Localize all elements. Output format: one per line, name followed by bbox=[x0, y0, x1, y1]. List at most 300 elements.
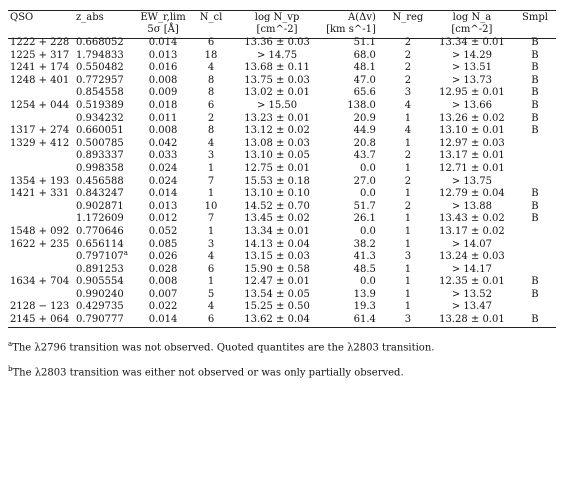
qso-cell bbox=[8, 138, 74, 151]
ew-cell-value: 0.016 bbox=[148, 62, 178, 74]
ew-cell bbox=[134, 138, 192, 151]
nvp-cell-value: 13.10 ± 0.10 bbox=[244, 188, 310, 200]
table-row bbox=[8, 301, 556, 314]
smpl-cell-value: B bbox=[531, 74, 539, 86]
header-row bbox=[8, 11, 556, 37]
ncl-cell bbox=[192, 125, 230, 138]
na-cell-value: > 13.51 bbox=[451, 62, 492, 74]
nvp-cell bbox=[230, 213, 324, 226]
ew-cell-value: 0.042 bbox=[148, 137, 178, 149]
nreg-cell-value: 2 bbox=[404, 150, 412, 162]
na-cell-value: > 14.17 bbox=[451, 263, 492, 275]
header-rule bbox=[8, 38, 556, 39]
smpl-cell bbox=[514, 226, 556, 239]
qso-cell bbox=[8, 314, 74, 327]
table-row bbox=[8, 226, 556, 239]
nvp-cell-value: 13.02 ± 0.01 bbox=[244, 87, 310, 99]
ew-cell bbox=[134, 188, 192, 201]
ncl-cell bbox=[192, 276, 230, 289]
qso-cell bbox=[8, 276, 74, 289]
nvp-cell-value: 13.68 ± 0.11 bbox=[244, 62, 310, 74]
col-nreg bbox=[386, 11, 430, 37]
nvp-cell bbox=[230, 50, 324, 63]
ncl-cell-value: 2 bbox=[207, 112, 215, 124]
ew-cell bbox=[134, 87, 192, 100]
na-cell bbox=[430, 314, 514, 327]
note-a-mark: a bbox=[8, 339, 13, 348]
col-ew-unit: 5σ [Å] bbox=[147, 24, 179, 35]
col-na bbox=[430, 11, 514, 37]
smpl-cell-value: B bbox=[531, 200, 539, 212]
ew-cell bbox=[134, 100, 192, 113]
qso-cell-value: 1225 + 317 bbox=[10, 49, 70, 61]
adv-cell-value: 48.1 bbox=[353, 62, 376, 74]
adv-cell bbox=[324, 276, 386, 289]
smpl-cell-value: B bbox=[531, 112, 539, 124]
ncl-cell bbox=[192, 289, 230, 302]
qso-cell bbox=[8, 100, 74, 113]
zabs-cell-value: 0.990240 bbox=[76, 288, 124, 300]
zabs-cell-value: 0.500785 bbox=[76, 137, 124, 149]
adv-cell-value: 38.2 bbox=[353, 238, 376, 250]
na-cell bbox=[430, 301, 514, 314]
smpl-cell-value: B bbox=[531, 62, 539, 74]
nreg-cell-value: 2 bbox=[404, 49, 412, 61]
na-cell bbox=[430, 276, 514, 289]
smpl-cell-value: B bbox=[531, 276, 539, 288]
smpl-cell bbox=[514, 276, 556, 289]
ncl-cell-value: 4 bbox=[207, 251, 215, 263]
ncl-cell bbox=[192, 163, 230, 176]
zabs-cell bbox=[74, 276, 134, 289]
ew-cell-value: 0.022 bbox=[148, 301, 178, 313]
zabs-cell-value: 0.519389 bbox=[76, 99, 124, 111]
na-cell bbox=[430, 125, 514, 138]
nreg-cell bbox=[386, 150, 430, 163]
na-cell bbox=[430, 188, 514, 201]
table-notes bbox=[8, 338, 556, 380]
nreg-cell-value: 4 bbox=[404, 125, 412, 137]
table-row bbox=[8, 251, 556, 264]
nreg-cell-value: 2 bbox=[404, 37, 412, 48]
nreg-cell bbox=[386, 87, 430, 100]
qso-cell bbox=[8, 188, 74, 201]
adv-cell bbox=[324, 163, 386, 176]
na-cell-value: > 13.47 bbox=[451, 301, 492, 313]
nreg-cell-value: 2 bbox=[404, 74, 412, 86]
ew-cell-value: 0.018 bbox=[148, 99, 178, 111]
adv-cell bbox=[324, 251, 386, 264]
ew-cell-value: 0.008 bbox=[148, 276, 178, 288]
zabs-cell bbox=[74, 50, 134, 63]
col-ncl-label: N_cl bbox=[199, 12, 223, 23]
adv-cell-value: 0.0 bbox=[359, 276, 376, 288]
qso-cell bbox=[8, 75, 74, 88]
nvp-cell bbox=[230, 62, 324, 75]
adv-cell-value: 51.7 bbox=[353, 200, 376, 212]
qso-cell-value: 1222 + 228 bbox=[10, 37, 70, 48]
zabs-cell-value: 0.854558 bbox=[76, 87, 124, 99]
qso-cell bbox=[8, 251, 74, 264]
ew-cell bbox=[134, 289, 192, 302]
na-cell-value: 13.10 ± 0.01 bbox=[439, 125, 505, 137]
ew-cell bbox=[134, 239, 192, 252]
nvp-cell bbox=[230, 163, 324, 176]
zabs-cell-value: 0.770646 bbox=[76, 225, 124, 237]
qso-cell-value: 1329 + 412 bbox=[10, 137, 70, 149]
zabs-cell-value: 0.660051 bbox=[76, 125, 124, 137]
na-cell bbox=[430, 163, 514, 176]
ncl-cell bbox=[192, 62, 230, 75]
col-nreg-label: N_reg bbox=[392, 12, 424, 23]
zabs-cell-value: 0.772957 bbox=[76, 74, 124, 86]
ncl-cell-value: 8 bbox=[207, 87, 215, 99]
nreg-cell bbox=[386, 113, 430, 126]
table-row bbox=[8, 201, 556, 214]
na-cell-value: > 14.07 bbox=[451, 238, 492, 250]
adv-cell bbox=[324, 264, 386, 277]
col-smpl-label: Smpl bbox=[521, 12, 548, 23]
qso-cell-value: 1241 + 174 bbox=[10, 62, 70, 74]
smpl-cell-value: B bbox=[531, 188, 539, 200]
zabs-cell-value: 0.656114 bbox=[76, 238, 124, 250]
smpl-cell bbox=[514, 239, 556, 252]
table-row bbox=[8, 100, 556, 113]
nvp-cell bbox=[230, 138, 324, 151]
adv-cell bbox=[324, 62, 386, 75]
zabs-cell bbox=[74, 314, 134, 327]
qso-cell bbox=[8, 125, 74, 138]
na-cell-value: 12.79 ± 0.04 bbox=[439, 188, 505, 200]
zabs-cell bbox=[74, 113, 134, 126]
qso-cell-value: 1317 + 274 bbox=[10, 125, 70, 137]
col-na-unit: [cm^-2] bbox=[451, 24, 493, 35]
ncl-cell-value: 7 bbox=[207, 213, 215, 225]
ew-cell bbox=[134, 176, 192, 189]
ncl-cell bbox=[192, 87, 230, 100]
nvp-cell-value: 13.12 ± 0.02 bbox=[244, 125, 310, 137]
zabs-cell-value: 0.902871 bbox=[76, 200, 124, 212]
nreg-cell bbox=[386, 213, 430, 226]
nreg-cell bbox=[386, 50, 430, 63]
table-row bbox=[8, 138, 556, 151]
qso-cell-value: 1254 + 044 bbox=[10, 99, 70, 111]
table-row bbox=[8, 289, 556, 302]
na-cell-value: 13.26 ± 0.02 bbox=[439, 112, 505, 124]
nreg-cell-value: 1 bbox=[404, 288, 412, 300]
nreg-cell-value: 1 bbox=[404, 112, 412, 124]
nreg-cell-value: 2 bbox=[404, 175, 412, 187]
note-a bbox=[8, 338, 556, 354]
adv-cell bbox=[324, 87, 386, 100]
nreg-cell-value: 1 bbox=[404, 263, 412, 275]
table-row bbox=[8, 264, 556, 277]
nreg-cell-value: 4 bbox=[404, 99, 412, 111]
col-ncl bbox=[192, 11, 230, 37]
ncl-cell bbox=[192, 213, 230, 226]
ew-cell-value: 0.052 bbox=[148, 225, 178, 237]
adv-cell bbox=[324, 100, 386, 113]
qso-cell bbox=[8, 239, 74, 252]
nvp-cell bbox=[230, 87, 324, 100]
nreg-cell bbox=[386, 276, 430, 289]
nvp-cell-value: 13.34 ± 0.01 bbox=[244, 225, 310, 237]
col-nvp-label: log N_vp bbox=[254, 12, 300, 23]
ncl-cell bbox=[192, 251, 230, 264]
zabs-cell bbox=[74, 138, 134, 151]
qso-cell bbox=[8, 113, 74, 126]
col-ew bbox=[134, 11, 192, 37]
ncl-cell-value: 4 bbox=[207, 301, 215, 313]
ncl-cell-value: 1 bbox=[207, 188, 215, 200]
ew-cell-value: 0.012 bbox=[148, 213, 178, 225]
smpl-cell bbox=[514, 163, 556, 176]
zabs-cell bbox=[74, 150, 134, 163]
adv-cell-value: 41.3 bbox=[353, 251, 376, 263]
nvp-cell-value: 14.52 ± 0.70 bbox=[244, 200, 310, 212]
nreg-cell bbox=[386, 188, 430, 201]
zabs-cell-value: 0.456588 bbox=[76, 175, 124, 187]
na-cell bbox=[430, 201, 514, 214]
ew-cell bbox=[134, 264, 192, 277]
zabs-cell bbox=[74, 75, 134, 88]
qso-cell-value: 1421 + 331 bbox=[10, 188, 70, 200]
ncl-cell-value: 4 bbox=[207, 137, 215, 149]
ew-cell-value: 0.014 bbox=[148, 188, 178, 200]
zabs-cell-value: 0.797107 bbox=[76, 251, 124, 263]
smpl-cell-value: B bbox=[531, 288, 539, 300]
na-cell-value: > 14.29 bbox=[451, 49, 492, 61]
qso-cell-value: 2145 + 064 bbox=[10, 314, 70, 326]
nreg-cell-value: 3 bbox=[404, 314, 412, 326]
qso-cell-value: 1354 + 193 bbox=[10, 175, 70, 187]
ncl-cell bbox=[192, 75, 230, 88]
ew-cell-value: 0.024 bbox=[148, 162, 178, 174]
qso-cell bbox=[8, 62, 74, 75]
na-cell-value: 12.97 ± 0.03 bbox=[439, 137, 505, 149]
na-cell-value: 13.24 ± 0.03 bbox=[439, 251, 505, 263]
na-cell-value: 13.43 ± 0.02 bbox=[439, 213, 505, 225]
na-cell bbox=[430, 75, 514, 88]
zabs-cell bbox=[74, 62, 134, 75]
smpl-cell-value: B bbox=[531, 99, 539, 111]
ncl-cell bbox=[192, 150, 230, 163]
col-zabs bbox=[74, 11, 134, 37]
ew-cell bbox=[134, 50, 192, 63]
zabs-cell bbox=[74, 226, 134, 239]
smpl-cell-value: B bbox=[531, 49, 539, 61]
ew-cell-value: 0.014 bbox=[148, 314, 178, 326]
table-row bbox=[8, 113, 556, 126]
smpl-cell-value: B bbox=[531, 37, 539, 48]
nvp-cell-value: 15.53 ± 0.18 bbox=[244, 175, 310, 187]
ew-cell bbox=[134, 163, 192, 176]
zabs-cell bbox=[74, 264, 134, 277]
nreg-cell bbox=[386, 201, 430, 214]
adv-cell bbox=[324, 201, 386, 214]
note-b bbox=[8, 363, 556, 379]
nvp-cell bbox=[230, 150, 324, 163]
col-ew-label: EW_r,lim bbox=[140, 12, 186, 23]
zabs-cell-value: 0.905554 bbox=[76, 276, 124, 288]
ew-cell bbox=[134, 150, 192, 163]
nreg-cell bbox=[386, 251, 430, 264]
smpl-cell bbox=[514, 188, 556, 201]
smpl-cell bbox=[514, 289, 556, 302]
nreg-cell bbox=[386, 163, 430, 176]
ncl-cell-value: 3 bbox=[207, 150, 215, 162]
table-row bbox=[8, 50, 556, 63]
ew-cell bbox=[134, 62, 192, 75]
nvp-cell-value: 13.15 ± 0.03 bbox=[244, 251, 310, 263]
na-cell-value: 13.17 ± 0.01 bbox=[439, 150, 505, 162]
ew-cell bbox=[134, 125, 192, 138]
col-nvp-unit: [cm^-2] bbox=[256, 24, 298, 35]
na-cell bbox=[430, 239, 514, 252]
smpl-cell bbox=[514, 201, 556, 214]
nvp-cell-value: > 14.75 bbox=[256, 49, 298, 61]
nvp-cell-value: 13.62 ± 0.04 bbox=[244, 314, 310, 326]
na-cell bbox=[430, 113, 514, 126]
nreg-cell-value: 3 bbox=[404, 251, 412, 263]
zabs-cell-value: 0.790777 bbox=[76, 314, 124, 326]
note-b-text: The λ2803 transition was either not observed or was only partially observed. bbox=[12, 367, 404, 379]
qso-cell bbox=[8, 226, 74, 239]
na-cell bbox=[430, 100, 514, 113]
table-row bbox=[8, 75, 556, 88]
na-cell-value: 13.28 ± 0.01 bbox=[439, 314, 505, 326]
nreg-cell-value: 1 bbox=[404, 301, 412, 313]
col-adv bbox=[324, 11, 386, 37]
na-cell bbox=[430, 176, 514, 189]
adv-cell bbox=[324, 314, 386, 327]
zabs-cell-value: 1.172609 bbox=[76, 213, 124, 225]
nvp-cell-value: 15.90 ± 0.58 bbox=[244, 263, 310, 275]
nreg-cell-value: 1 bbox=[404, 188, 412, 200]
adv-cell bbox=[324, 125, 386, 138]
nvp-cell-value: 12.47 ± 0.01 bbox=[244, 276, 310, 288]
na-cell bbox=[430, 226, 514, 239]
qso-cell bbox=[8, 163, 74, 176]
table-row bbox=[8, 62, 556, 75]
ew-cell-value: 0.085 bbox=[148, 238, 178, 250]
zabs-cell bbox=[74, 100, 134, 113]
ncl-cell-value: 7 bbox=[207, 175, 215, 187]
qso-cell-value: 2128 − 123 bbox=[10, 301, 70, 313]
adv-cell-value: 43.7 bbox=[353, 150, 376, 162]
nreg-cell bbox=[386, 100, 430, 113]
nvp-cell bbox=[230, 75, 324, 88]
nreg-cell-value: 3 bbox=[404, 87, 412, 99]
zabs-cell-value: 0.429735 bbox=[76, 301, 124, 313]
smpl-cell-value: B bbox=[531, 87, 539, 99]
table-row bbox=[8, 188, 556, 201]
smpl-cell bbox=[514, 100, 556, 113]
nreg-cell-value: 1 bbox=[404, 162, 412, 174]
adv-cell bbox=[324, 226, 386, 239]
smpl-cell bbox=[514, 251, 556, 264]
table-row bbox=[8, 150, 556, 163]
adv-cell-value: 20.9 bbox=[353, 112, 376, 124]
ew-cell-value: 0.028 bbox=[148, 263, 178, 275]
table-row bbox=[8, 213, 556, 226]
na-cell-value: > 13.66 bbox=[451, 99, 492, 111]
na-cell-value: 13.17 ± 0.02 bbox=[439, 225, 505, 237]
zabs-cell-value: 0.668052 bbox=[76, 37, 124, 48]
adv-cell-value: 0.0 bbox=[359, 188, 376, 200]
ew-cell bbox=[134, 251, 192, 264]
qso-cell-value: 1548 + 092 bbox=[10, 225, 70, 237]
na-cell-value: > 13.75 bbox=[451, 175, 492, 187]
ncl-cell bbox=[192, 138, 230, 151]
nvp-cell bbox=[230, 264, 324, 277]
qso-cell-value: 1248 + 401 bbox=[10, 74, 70, 86]
ncl-cell-value: 4 bbox=[207, 62, 215, 74]
nreg-cell-value: 1 bbox=[404, 225, 412, 237]
nreg-cell bbox=[386, 226, 430, 239]
col-qso-label: QSO bbox=[10, 12, 34, 23]
nvp-cell bbox=[230, 188, 324, 201]
table-row bbox=[8, 276, 556, 289]
table-row bbox=[8, 239, 556, 252]
ew-cell-value: 0.024 bbox=[148, 175, 178, 187]
nreg-cell bbox=[386, 176, 430, 189]
nreg-cell bbox=[386, 75, 430, 88]
table-header bbox=[8, 11, 556, 37]
ncl-cell-value: 6 bbox=[207, 99, 215, 111]
nreg-cell-value: 1 bbox=[404, 137, 412, 149]
ncl-cell-value: 6 bbox=[207, 263, 215, 275]
smpl-cell bbox=[514, 125, 556, 138]
ew-cell-value: 0.008 bbox=[148, 125, 178, 137]
qso-cell bbox=[8, 264, 74, 277]
nreg-cell-value: 2 bbox=[404, 200, 412, 212]
na-cell bbox=[430, 251, 514, 264]
adv-cell bbox=[324, 176, 386, 189]
zabs-cell bbox=[74, 201, 134, 214]
table-row bbox=[8, 87, 556, 100]
ncl-cell bbox=[192, 100, 230, 113]
na-cell-value: 12.95 ± 0.01 bbox=[439, 87, 505, 99]
smpl-cell bbox=[514, 176, 556, 189]
na-cell-value: > 13.52 bbox=[451, 288, 492, 300]
nvp-cell bbox=[230, 276, 324, 289]
col-nvp bbox=[230, 11, 324, 37]
qso-cell-value: 1622 + 235 bbox=[10, 238, 70, 250]
adv-cell-value: 0.0 bbox=[359, 162, 376, 174]
zabs-cell-value: 0.893337 bbox=[76, 150, 124, 162]
ncl-cell-value: 10 bbox=[204, 200, 218, 212]
nvp-cell bbox=[230, 251, 324, 264]
ew-cell-value: 0.013 bbox=[148, 200, 178, 212]
ncl-cell-value: 3 bbox=[207, 238, 215, 250]
nvp-cell-value: 13.10 ± 0.05 bbox=[244, 150, 310, 162]
smpl-cell bbox=[514, 264, 556, 277]
smpl-cell-value: B bbox=[531, 125, 539, 137]
ncl-cell-value: 1 bbox=[207, 225, 215, 237]
nreg-cell bbox=[386, 301, 430, 314]
ew-cell-value: 0.014 bbox=[148, 37, 178, 48]
zabs-cell bbox=[74, 176, 134, 189]
adv-cell bbox=[324, 188, 386, 201]
nreg-cell bbox=[386, 289, 430, 302]
qso-cell bbox=[8, 87, 74, 100]
nreg-cell-value: 1 bbox=[404, 238, 412, 250]
ew-cell-value: 0.013 bbox=[148, 49, 178, 61]
ew-cell bbox=[134, 75, 192, 88]
smpl-cell bbox=[514, 213, 556, 226]
nvp-cell-value: 13.54 ± 0.05 bbox=[244, 288, 310, 300]
